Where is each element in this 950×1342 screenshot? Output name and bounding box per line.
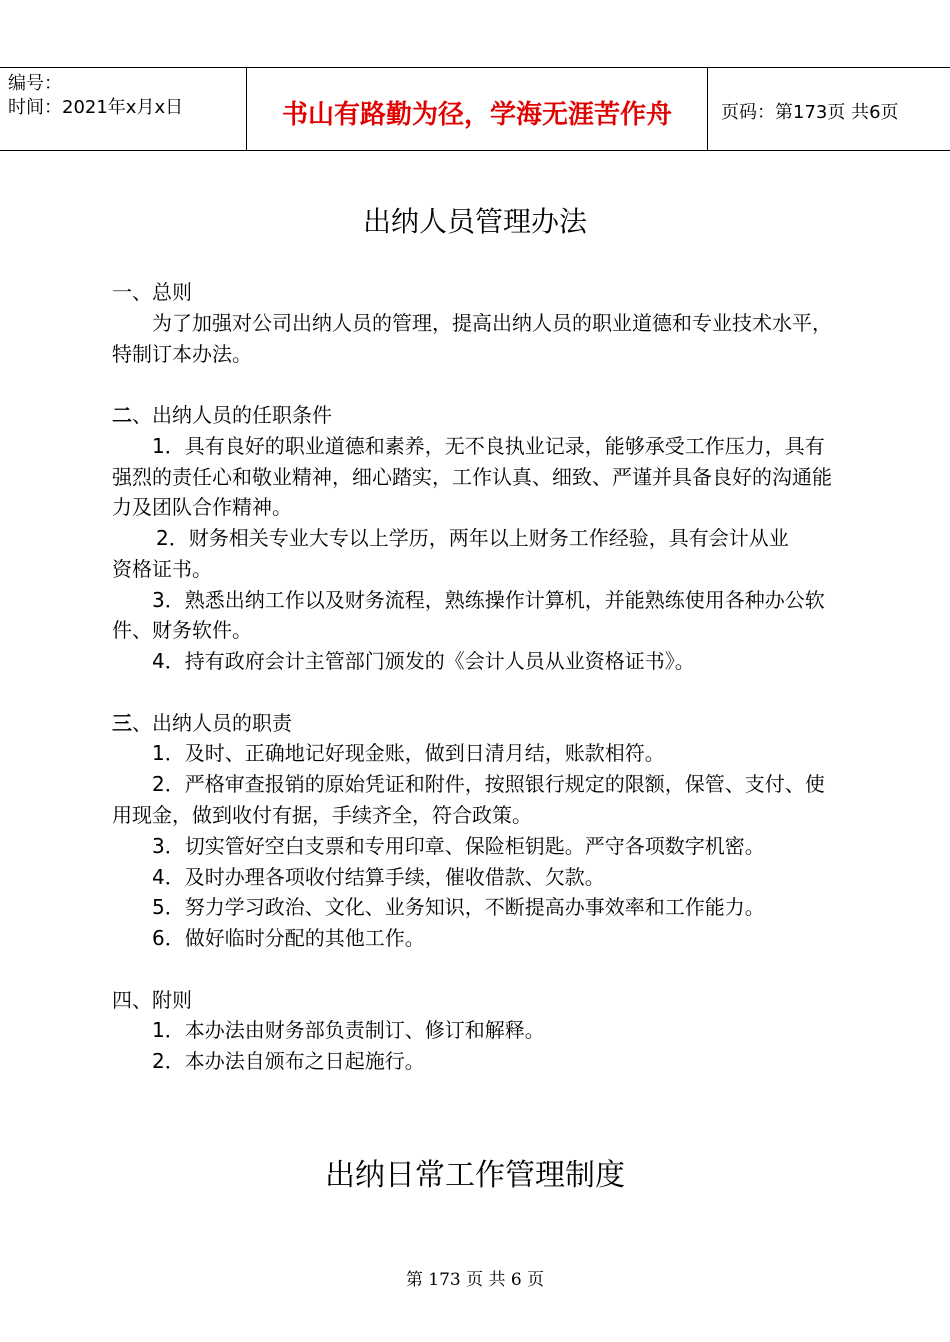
list-item: 4．及时办理各项收付结算手续，催收借款、欠款。 — [152, 865, 605, 889]
list-item: 3．切实管好空白支票和专用印章、保险柜钥匙。严守各项数字机密。 — [152, 834, 765, 858]
list-item: 2．严格审查报销的原始凭证和附件，按照银行规定的限额，保管、支付、使 — [152, 772, 825, 796]
section-heading-text: 、出纳人员的职责 — [132, 711, 292, 735]
document-title: 出纳人员管理办法 — [362, 205, 587, 238]
paragraph-line: 特制订本办法。 — [112, 342, 252, 366]
list-item: 资格证书。 — [112, 557, 212, 581]
header-page-info: 页码：第173页 共6页 — [721, 102, 899, 123]
list-item: 1．具有良好的职业道德和素养，无不良执业记录，能够承受工作压力，具有 — [152, 434, 825, 458]
paragraph-line: 为了加强对公司出纳人员的管理，提高出纳人员的职业道德和专业技术水平， — [152, 311, 832, 335]
header-meta — [0, 68, 247, 150]
section-heading: 一、总则 — [112, 280, 192, 304]
section-heading-text: 、出纳人员的任职条件 — [132, 403, 332, 427]
list-item: 力及团队合作精神。 — [112, 495, 292, 519]
section-heading — [112, 708, 292, 738]
section-number: 三 — [112, 711, 132, 735]
list-item: 3．熟悉出纳工作以及财务流程，熟练操作计算机，并能熟练使用各种办公软 — [152, 588, 825, 612]
list-item: 2．财务相关专业大专以上学历，两年以上财务工作经验，具有会计从业 — [156, 526, 789, 550]
number-label: 编号： — [8, 73, 62, 94]
page-header — [0, 67, 950, 151]
section-number: 二 — [112, 403, 132, 427]
header-motto: 书山有路勤为径，学海无涯苦作舟 — [247, 68, 708, 150]
list-item: 4．持有政府会计主管部门颁发的《会计人员从业资格证书》。 — [152, 649, 695, 673]
list-item: 强烈的责任心和敬业精神，细心踏实，工作认真、细致、严谨并具备良好的沟通能 — [112, 465, 832, 489]
second-title: 出纳日常工作管理制度 — [325, 1158, 625, 1193]
list-item: 件、财务软件。 — [112, 618, 252, 642]
list-item: 6．做好临时分配的其他工作。 — [152, 926, 425, 950]
list-item: 5．努力学习政治、文化、业务知识，不断提高办事效率和工作能力。 — [152, 895, 765, 919]
list-item: 1．本办法由财务部负责制订、修订和解释。 — [152, 1018, 545, 1042]
list-item: 1．及时、正确地记好现金账，做到日清月结，账款相符。 — [152, 741, 665, 765]
page-footer: 第 173 页 共 6 页 — [405, 1270, 545, 1290]
section-heading: 四、附则 — [112, 988, 192, 1012]
section-heading — [112, 400, 332, 430]
time-label: 时间：2021年x月x日 — [8, 97, 184, 118]
list-item: 用现金，做到收付有据，手续齐全，符合政策。 — [112, 803, 532, 827]
list-item: 2．本办法自颁布之日起施行。 — [152, 1049, 425, 1073]
